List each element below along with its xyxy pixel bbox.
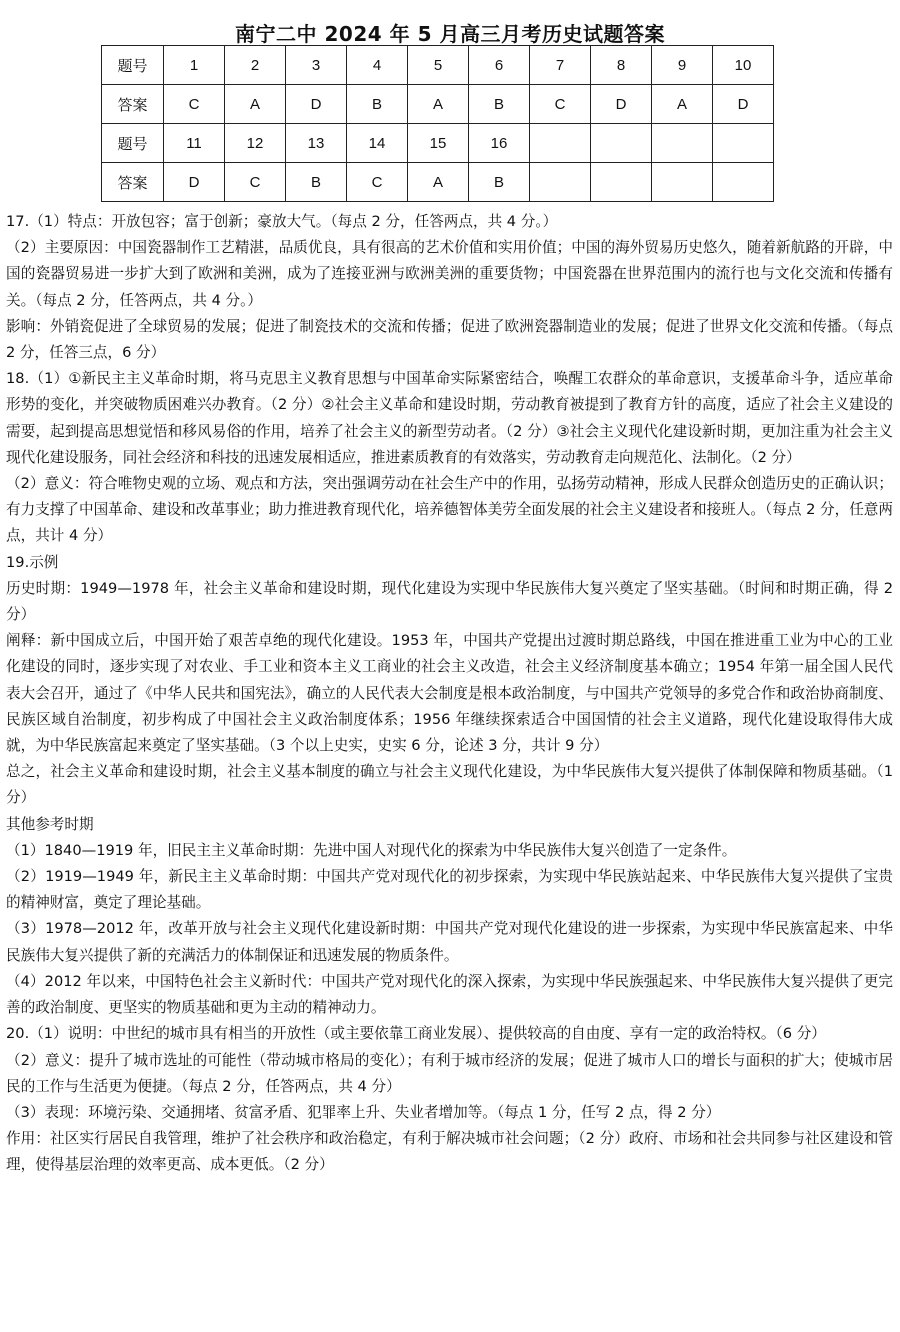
answer-paragraph: （3）1978—2012 年，改革开放与社会主义现代化建设新时期：中国共产党对现代化建设的进一步探索，为实现中华民族富起来、中华民族伟大复兴提供了新的充满活力的体制保证和迅速发展的物质条件。 <box>6 920 893 964</box>
answer-paragraph: （2）1919—1949 年，新民主主义革命时期：中国共产党对现代化的初步探索，为实现中华民族站起来、中华民族伟大复兴提供了宝贵的精神财富，奠定了理论基础。 <box>6 868 893 912</box>
answer-table-row <box>102 85 774 124</box>
answer-paragraph: （2）意义：符合唯物史观的立场、观点和方法，突出强调劳动在社会生产中的作用，弘扬劳动精神，形成人民群众创造历史的正确认识；有力支撑了中国革命、建设和改革事业；助力推进教育现代化，培养德智体美劳全面发展的社会主义建设者和接班人。（每点 2 分，任意两点，共计 4 分） <box>6 475 893 545</box>
table-cell: D <box>713 85 774 124</box>
answer-paragraph: 20.（1）说明：中世纪的城市具有相当的开放性（或主要依靠工商业发展）、提供较高的自由度、享有一定的政治特权。（6 分） <box>6 1025 826 1043</box>
table-cell: 8 <box>591 46 652 85</box>
table-cell: C <box>164 85 225 124</box>
answer-paragraph: 作用：社区实行居民自我管理，维护了社会秩序和政治稳定，有利于解决城市社会问题；（2 分）政府、市场和社会共同参与社区建设和管理，使得基层治理的效率更高、成本更低。（2 分） <box>6 1130 893 1174</box>
page-title: 南宁二中 2024 年 5 月高三月考历史试题答案 <box>235 22 665 46</box>
answer-paragraph: （1）1840—1919 年，旧民主主义革命时期：先进中国人对现代化的探索为中华民族伟大复兴创造了一定条件。 <box>6 841 737 859</box>
answer-table-row <box>102 46 774 85</box>
answer-paragraph: 18.（1）①新民主主义革命时期，将马克思主义教育思想与中国革命实际紧密结合，唤醒工农群众的革命意识，支援革命斗争，适应革命形势的变化，并突破物质困难兴办教育。（2 分）②社会主义革命和建设时期，劳动教育被提到了教育方针的高度，适应了社会主义建设的需要，起到提高思想觉悟和移风易俗的作用，培养了社会主义的新型劳动者。（2 分）③社会主义现代化建设新时期，更加注重为社会主义现代化建设服务，同社会经济和科技的迅速发展相适应，推进素质教育的有效落实，劳动教育走向规范化、法制化。（2 分） <box>6 370 893 466</box>
table-cell: 4 <box>347 46 408 85</box>
table-cell: 7 <box>530 46 591 85</box>
table-cell: A <box>408 163 469 202</box>
answer-paragraph: 历史时期：1949—1978 年，社会主义革命和建设时期，现代化建设为实现中华民族伟大复兴奠定了坚实基础。（时间和时期正确，得 2 分） <box>6 579 893 624</box>
answer-content <box>6 209 893 1179</box>
table-cell: B <box>469 163 530 202</box>
table-cell: 6 <box>469 46 530 85</box>
answer-table <box>101 45 774 202</box>
answer-paragraph: 阐释：新中国成立后，中国开始了艰苦卓绝的现代化建设。1953 年，中国共产党提出过渡时期总路线，中国在推进重工业为中心的工业化建设的同时，逐步实现了对农业、手工业和资本主义工商业的社会主义改造，社会主义经济制度基本确立；1954 年第一届全国人民代表大会召开，通过了《中华人民共和国宪法》，确立的人民代表大会制度是根本政治制度，与中国共产党领导的多党合作和政治协商制度、民族区域自治制度，初步构成了中国社会主义政治制度体系；1956 年继续探索适合中国国情的社会主义道路，现代化建设取得伟大成就，为中华民族富起来奠定了坚实基础。（3 个以上史实，史实 6 分，论述 3 分，共计 9 分） <box>6 632 893 755</box>
row-label: 题号 <box>102 46 164 85</box>
table-cell: C <box>225 163 286 202</box>
table-cell: 13 <box>286 124 347 163</box>
table-cell: D <box>164 163 225 202</box>
table-cell: C <box>530 85 591 124</box>
table-cell: C <box>347 163 408 202</box>
table-cell: B <box>286 163 347 202</box>
answer-paragraph: （3）表现：环境污染、交通拥堵、贫富矛盾、犯罪率上升、失业者增加等。（每点 1 分，任写 2 点，得 2 分） <box>6 1103 721 1121</box>
answer-paragraph: （4）2012 年以来，中国特色社会主义新时代：中国共产党对现代化的深入探索，为实现中华民族强起来、中华民族伟大复兴提供了更完善的政治制度、更坚实的物质基础和更为主动的精神动力。 <box>6 972 893 1017</box>
answer-paragraph: （2）主要原因：中国瓷器制作工艺精湛，品质优良，具有很高的艺术价值和实用价值；中国的海外贸易历史悠久，随着新航路的开辟，中国的瓷器贸易进一步扩大到了欧洲和美洲，成为了连接亚洲与欧洲美洲的重要货物；中国瓷器在世界范围内的流行也与文化交流和传播有关。（每点 2 分，任答两点，共 4 分。） <box>6 239 893 309</box>
table-cell: 12 <box>225 124 286 163</box>
answer-paragraph: 17.（1）特点：开放包容；富于创新；豪放大气。（每点 2 分，任答两点，共 4 分。） <box>6 213 558 230</box>
table-cell: 1 <box>164 46 225 85</box>
table-cell <box>652 163 713 202</box>
row-label: 题号 <box>102 124 164 163</box>
answer-paragraph: 影响：外销瓷促进了全球贸易的发展；促进了制瓷技术的交流和传播；促进了欧洲瓷器制造业的发展；促进了世界文化交流和传播。（每点 2 分，任答三点，6 分） <box>6 317 893 362</box>
table-cell <box>530 163 591 202</box>
table-cell: B <box>469 85 530 124</box>
table-cell: 5 <box>408 46 469 85</box>
table-cell <box>713 163 774 202</box>
table-cell: A <box>225 85 286 124</box>
table-cell: A <box>652 85 713 124</box>
answer-paragraph: 其他参考时期 <box>6 815 94 833</box>
answer-paragraph: （2）意义：提升了城市选址的可能性（带动城市格局的变化）；有利于城市经济的发展；促进了城市人口的增长与面积的扩大；使城市居民的工作与生活更为便捷。（每点 2 分，任答两点，共 4 分） <box>6 1051 893 1095</box>
answer-paragraph: 19.示例 <box>6 553 59 571</box>
table-cell: 10 <box>713 46 774 85</box>
answer-paragraph: 总之，社会主义革命和建设时期，社会主义基本制度的确立与社会主义现代化建设，为中华民族伟大复兴提供了体制保障和物质基础。（1 分） <box>6 763 893 807</box>
table-cell: 9 <box>652 46 713 85</box>
answer-table-row <box>102 163 774 202</box>
table-cell: D <box>591 85 652 124</box>
table-cell: 11 <box>164 124 225 163</box>
row-label: 答案 <box>102 85 164 124</box>
table-cell: B <box>347 85 408 124</box>
table-cell: D <box>286 85 347 124</box>
table-cell <box>652 124 713 163</box>
table-cell <box>591 163 652 202</box>
table-cell <box>591 124 652 163</box>
table-cell: A <box>408 85 469 124</box>
answer-table-row <box>102 124 774 163</box>
table-cell: 2 <box>225 46 286 85</box>
table-cell <box>530 124 591 163</box>
table-cell: 15 <box>408 124 469 163</box>
table-cell: 3 <box>286 46 347 85</box>
table-cell: 16 <box>469 124 530 163</box>
row-label: 答案 <box>102 163 164 202</box>
table-cell <box>713 124 774 163</box>
table-cell: 14 <box>347 124 408 163</box>
